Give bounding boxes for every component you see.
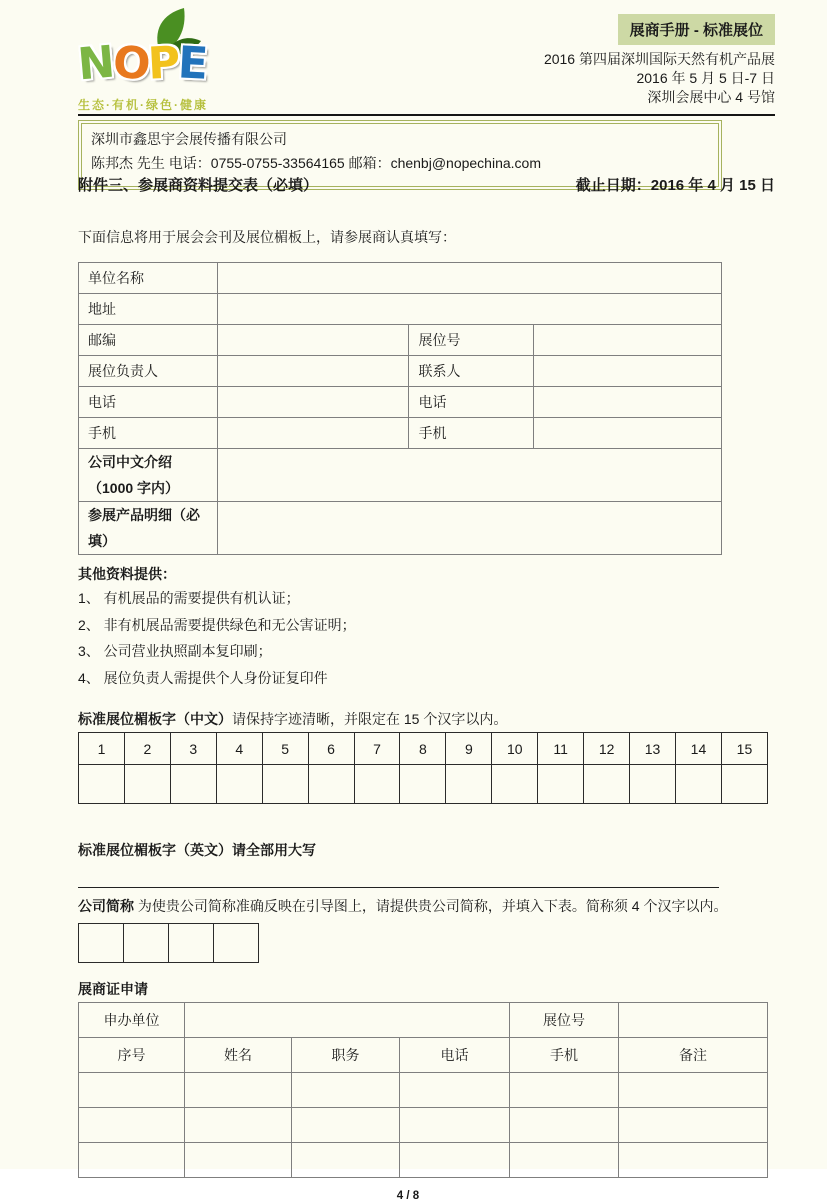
fascia-char-input[interactable] <box>675 765 721 804</box>
list-item: 4、 展位负责人需提供个人身份证复印件 <box>78 669 328 686</box>
fascia-char-input[interactable] <box>170 765 216 804</box>
fascia-cell-number: 3 <box>170 733 216 765</box>
badge-application-table <box>78 1002 768 1178</box>
column-header: 职务 <box>292 1038 400 1073</box>
fascia-cell-number: 15 <box>721 733 767 765</box>
label-company-intro-line1: 公司中文介绍 <box>88 454 172 470</box>
other-materials-section <box>78 563 775 691</box>
table-row <box>79 325 722 356</box>
table-row <box>79 1073 768 1108</box>
fascia-cell-number: 4 <box>216 733 262 765</box>
table-row <box>79 294 722 325</box>
label-booth-no: 展位号 <box>409 325 533 356</box>
fascia-char-input[interactable] <box>538 765 584 804</box>
fascia-char-input[interactable] <box>446 765 492 804</box>
nope-logo <box>75 8 248 112</box>
table-row <box>79 1143 768 1178</box>
table-row <box>79 356 722 387</box>
product-detail-input[interactable] <box>218 502 722 555</box>
label-mobile-right: 手机 <box>409 418 533 449</box>
fascia-cn-title <box>78 709 775 729</box>
header <box>75 8 775 116</box>
label-phone-left: 电话 <box>79 387 218 418</box>
label-product-detail-line2: 填） <box>88 533 116 549</box>
badge-cell-input[interactable] <box>510 1108 619 1143</box>
table-row <box>79 1003 768 1038</box>
column-header: 手机 <box>510 1038 619 1073</box>
badge-cell-input[interactable] <box>79 1143 185 1178</box>
fascia-char-input[interactable] <box>400 765 446 804</box>
badge-application-title: 展商证申请 <box>78 981 148 997</box>
abbr-char-input[interactable] <box>214 924 259 963</box>
attachment-title-row <box>78 175 775 197</box>
list-item: 1、 有机展品的需要提供有机认证； <box>78 590 300 606</box>
fascia-cell-number: 9 <box>446 733 492 765</box>
abbr-section-line <box>78 896 775 917</box>
badge-cell-input[interactable] <box>185 1108 292 1143</box>
label-product-detail-line1: 参展产品明细（必 <box>88 507 200 523</box>
phone-left-input[interactable] <box>218 387 409 418</box>
fascia-char-input[interactable] <box>354 765 400 804</box>
fascia-input-row <box>79 765 768 804</box>
fascia-en-title: 标准展位楣板字（英文）请全部用大写 <box>78 842 316 858</box>
abbr-char-input[interactable] <box>124 924 169 963</box>
organizer-contact-line: 陈邦杰 先生 电话：0755-0755-33564165 邮箱：chenbj@nopechina.com <box>91 155 541 171</box>
fascia-cell-number: 2 <box>124 733 170 765</box>
booth-manager-input[interactable] <box>218 356 409 387</box>
badge-cell-input[interactable] <box>79 1073 185 1108</box>
fascia-char-input[interactable] <box>721 765 767 804</box>
fascia-cell-number: 10 <box>492 733 538 765</box>
postcode-input[interactable] <box>218 325 409 356</box>
logo-tagline: 生态·有机·绿色·健康 <box>78 98 208 112</box>
column-header: 序号 <box>79 1038 185 1073</box>
fascia-cn-title-bold: 标准展位楣板字（中文） <box>78 711 232 727</box>
applicant-unit-input[interactable] <box>185 1003 510 1038</box>
fascia-cell-number: 12 <box>584 733 630 765</box>
fascia-char-input[interactable] <box>630 765 676 804</box>
phone-right-input[interactable] <box>533 387 721 418</box>
badge-cell-input[interactable] <box>400 1143 510 1178</box>
event-dates: 2016 年 5 月 5 日-7 日 <box>636 70 775 86</box>
table-row <box>79 418 722 449</box>
badge-cell-input[interactable] <box>79 1108 185 1143</box>
badge-cell-input[interactable] <box>292 1108 400 1143</box>
attachment-title: 附件三、参展商资料提交表（必填） <box>78 177 319 194</box>
badge-cell-input[interactable] <box>185 1073 292 1108</box>
company-name-input[interactable] <box>218 263 722 294</box>
badge-cell-input[interactable] <box>619 1143 768 1178</box>
table-row <box>79 387 722 418</box>
fascia-cell-number: 14 <box>675 733 721 765</box>
fascia-cn-table <box>78 732 768 804</box>
badge-cell-input[interactable] <box>292 1073 400 1108</box>
fascia-char-input[interactable] <box>216 765 262 804</box>
badge-cell-input[interactable] <box>400 1108 510 1143</box>
badge-booth-no-input[interactable] <box>619 1003 768 1038</box>
logo-letter-e: E <box>177 37 208 90</box>
column-header: 姓名 <box>185 1038 292 1073</box>
fascia-cell-number: 5 <box>262 733 308 765</box>
fascia-cn-title-rest: 请保持字迹清晰，并限定在 15 个汉字以内。 <box>232 711 508 727</box>
table-row <box>79 449 722 502</box>
label-mobile-left: 手机 <box>79 418 218 449</box>
fascia-char-input[interactable] <box>492 765 538 804</box>
fascia-char-input[interactable] <box>584 765 630 804</box>
exhibitor-info-table <box>78 262 722 555</box>
list-item: 2、 非有机展品需要提供绿色和无公害证明； <box>78 616 356 633</box>
abbr-desc: 为使贵公司简称准确反映在引导图上，请提供贵公司简称，并填入下表。简称须 4 个汉字以内。 <box>137 898 728 914</box>
address-input[interactable] <box>218 294 722 325</box>
column-header: 电话 <box>400 1038 510 1073</box>
fascia-en-writing-line[interactable] <box>78 887 719 888</box>
table-row <box>79 502 722 555</box>
badge-header-row <box>79 1038 768 1073</box>
fascia-char-input[interactable] <box>124 765 170 804</box>
logo-letter-o: O <box>111 36 151 91</box>
abbr-table <box>78 923 259 963</box>
handbook-badge: 展商手册 - 标准展位 <box>618 14 775 45</box>
deadline-text: 截止日期：2016 年 4 月 15 日 <box>575 177 775 194</box>
intro-text: 下面信息将用于展会会刊及展位楣板上，请参展商认真填写： <box>78 229 456 245</box>
fascia-char-input[interactable] <box>308 765 354 804</box>
label-booth-manager: 展位负责人 <box>79 356 218 387</box>
fascia-cell-number: 13 <box>630 733 676 765</box>
abbr-char-input[interactable] <box>79 924 124 963</box>
page-number: 4 / 8 <box>396 1190 420 1202</box>
badge-cell-input[interactable] <box>292 1143 400 1178</box>
table-row <box>79 1108 768 1143</box>
fascia-cell-number: 1 <box>79 733 125 765</box>
label-company-intro-line2: （1000 字内） <box>88 480 180 496</box>
abbr-char-input[interactable] <box>169 924 214 963</box>
fascia-cell-number: 6 <box>308 733 354 765</box>
badge-cell-input[interactable] <box>400 1073 510 1108</box>
mobile-left-input[interactable] <box>218 418 409 449</box>
logo-letter-n: N <box>75 36 115 91</box>
fascia-char-input[interactable] <box>79 765 125 804</box>
badge-cell-input[interactable] <box>619 1108 768 1143</box>
fascia-char-input[interactable] <box>262 765 308 804</box>
event-info <box>544 14 775 107</box>
logo-text <box>75 36 248 91</box>
label-phone-right: 电话 <box>409 387 533 418</box>
event-title: 2016 第四届深圳国际天然有机产品展 <box>543 51 775 67</box>
label-company-intro <box>79 449 218 502</box>
event-venue: 深圳会展中心 4 号馆 <box>647 89 775 105</box>
table-row <box>79 263 722 294</box>
booth-no-input[interactable] <box>533 325 721 356</box>
abbr-input-row <box>79 924 259 963</box>
organizer-company: 深圳市鑫思宇会展传播有限公司 <box>91 131 287 147</box>
abbr-label: 公司简称 <box>78 898 134 914</box>
company-intro-input[interactable] <box>218 449 722 502</box>
column-header: 备注 <box>619 1038 768 1073</box>
label-contact-person: 联系人 <box>409 356 533 387</box>
label-postcode: 邮编 <box>79 325 218 356</box>
label-address: 地址 <box>79 294 218 325</box>
badge-cell-input[interactable] <box>510 1143 619 1178</box>
fascia-number-row <box>79 733 768 765</box>
fascia-cell-number: 7 <box>354 733 400 765</box>
label-product-detail <box>79 502 218 555</box>
mobile-right-input[interactable] <box>533 418 721 449</box>
logo-letter-p: P <box>146 37 180 90</box>
list-item: 3、 公司营业执照副本复印刷； <box>78 643 272 659</box>
label-applicant-unit: 申办单位 <box>79 1003 185 1038</box>
badge-cell-input[interactable] <box>185 1143 292 1178</box>
label-badge-booth-no: 展位号 <box>510 1003 619 1038</box>
label-company-name: 单位名称 <box>79 263 218 294</box>
badge-cell-input[interactable] <box>510 1073 619 1108</box>
other-materials-title: 其他资料提供： <box>78 566 176 582</box>
contact-person-input[interactable] <box>533 356 721 387</box>
fascia-cell-number: 8 <box>400 733 446 765</box>
badge-cell-input[interactable] <box>619 1073 768 1108</box>
fascia-cell-number: 11 <box>538 733 584 765</box>
